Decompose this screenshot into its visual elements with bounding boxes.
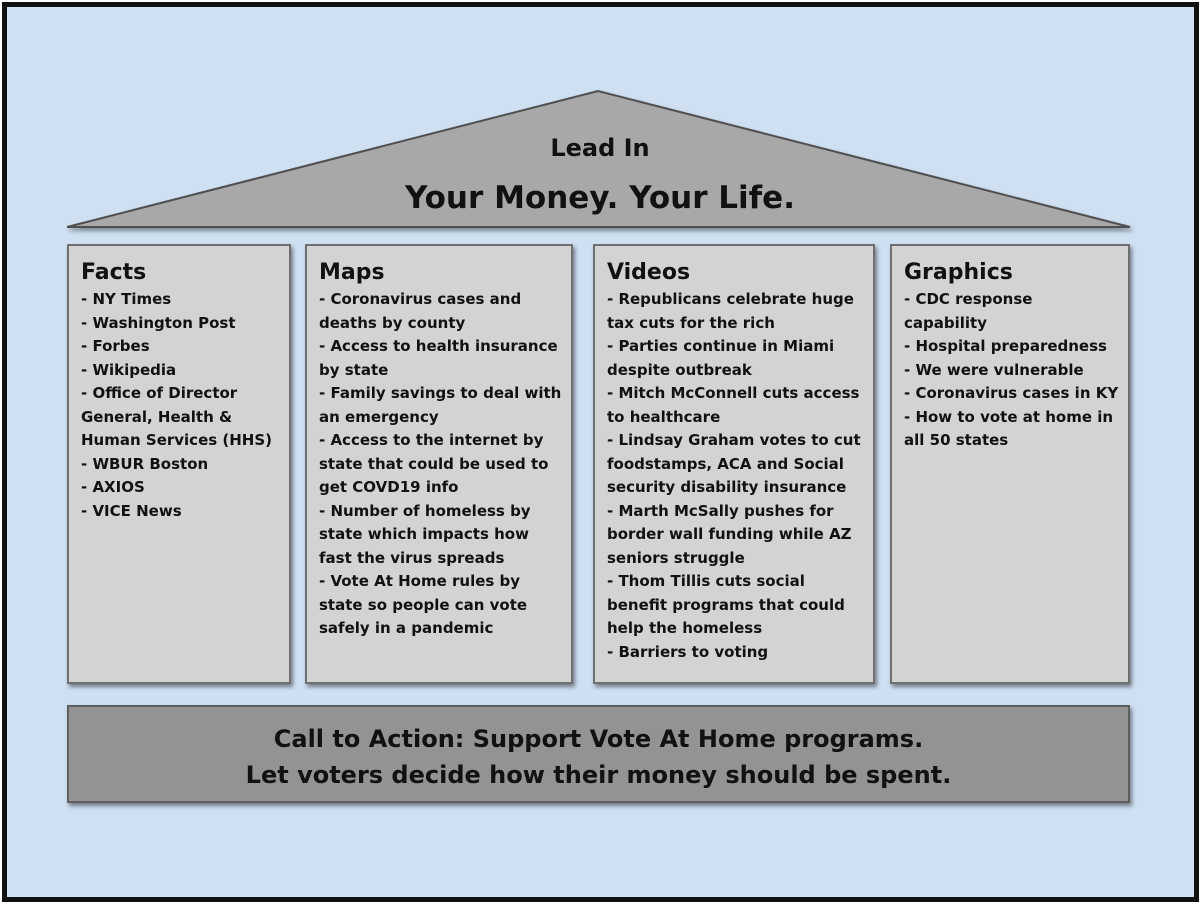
- list-item: - How to vote at home in all 50 states: [904, 407, 1114, 449]
- pillar-maps: [305, 244, 573, 684]
- list-item: - Access to health insurance by state: [319, 337, 558, 379]
- list-item: - Coronavirus cases in KY: [904, 384, 1119, 402]
- list-item: - Access to the internet by state that could be used to get COVD19 info: [319, 431, 549, 496]
- roof-lead-in: Lead In: [550, 134, 650, 162]
- list-item: - Washington Post: [81, 313, 236, 332]
- list-item: - WBUR Boston: [81, 454, 209, 473]
- list-item: - Vote At Home rules by state so people can vote safely in a pandemic: [319, 572, 528, 637]
- list-item: - Mitch McConnell cuts access to healthcare: [607, 384, 860, 426]
- pillar-facts: [67, 244, 291, 684]
- list-item: - CDC response capability: [904, 290, 1033, 332]
- list-item: - Barriers to voting: [607, 642, 769, 661]
- list-item: - Marth McSally pushes for border wall funding while AZ seniors struggle: [607, 501, 852, 567]
- pillar-item-list: [81, 288, 281, 523]
- roof-title: Your Money. Your Life.: [405, 180, 795, 216]
- list-item: - Number of homeless by state which impacts how fast the virus spreads: [319, 501, 531, 567]
- pillar-title: Graphics: [904, 260, 1013, 285]
- list-item: - Lindsay Graham votes to cut foodstamps, ACA and Social security disability insurance: [607, 431, 861, 496]
- list-item: - Republicans celebrate huge tax cuts for the rich: [607, 290, 854, 332]
- list-item: - Forbes: [81, 337, 150, 355]
- list-item: - Office of Director General, Health & Human Services (HHS): [81, 384, 273, 449]
- list-item: - Thom Tillis cuts social benefit programs that could help the homeless: [607, 572, 845, 637]
- list-item: - Coronavirus cases and deaths by county: [319, 290, 522, 332]
- call-to-action-line-2: Let voters decide how their money should be spent.: [245, 761, 952, 789]
- pillar-graphics: [890, 244, 1130, 684]
- pillar-videos: [593, 244, 875, 684]
- pillar-item-list: [607, 288, 865, 664]
- pillar-item-list: [319, 288, 563, 641]
- call-to-action-box: [67, 705, 1130, 803]
- pillar-title: Maps: [319, 260, 385, 285]
- list-item: - NY Times: [81, 290, 172, 308]
- list-item: - We were vulnerable: [904, 360, 1084, 379]
- pillar-item-list: [904, 288, 1120, 453]
- list-item: - Wikipedia: [81, 360, 177, 379]
- list-item: - Family savings to deal with an emergency: [319, 384, 562, 426]
- list-item: - AXIOS: [81, 478, 145, 496]
- pillar-title: Videos: [607, 260, 691, 285]
- pillar-title: Facts: [81, 260, 147, 285]
- list-item: - Hospital preparedness: [904, 337, 1107, 355]
- list-item: - Parties continue in Miami despite outbreak: [607, 337, 835, 379]
- call-to-action-line-1: Call to Action: Support Vote At Home programs.: [273, 725, 924, 753]
- list-item: - VICE News: [81, 501, 182, 520]
